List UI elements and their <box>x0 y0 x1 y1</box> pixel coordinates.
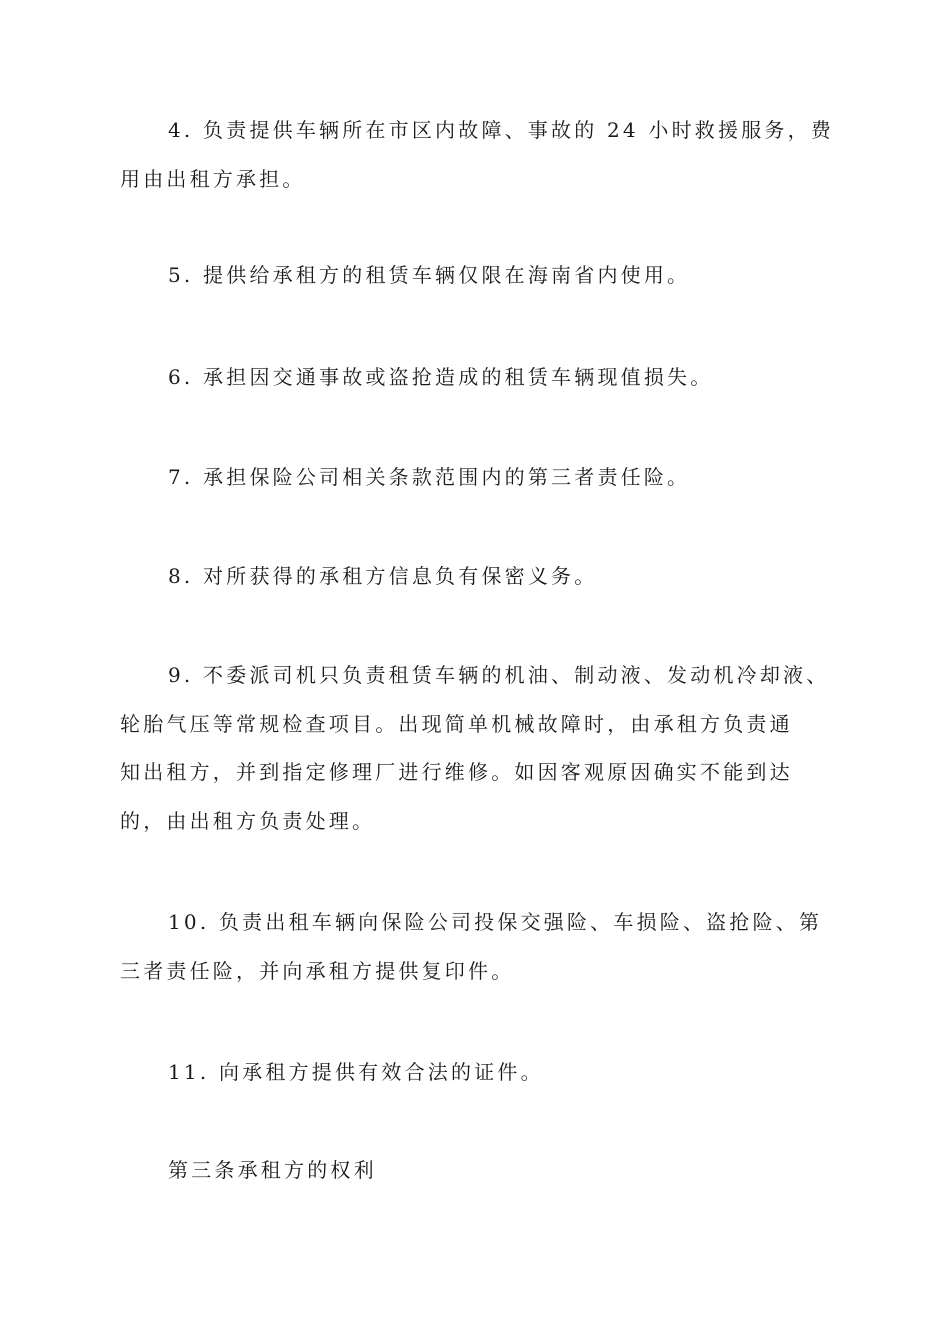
clause-4 <box>120 106 840 203</box>
clause-10-line-1: 10. 负责出租车辆向保险公司投保交强险、车损险、盗抢险、第 <box>168 910 823 934</box>
clause-4-line-1: 4. 负责提供车辆所在市区内故障、事故的 24 小时救援服务，费 <box>168 118 835 142</box>
clause-9 <box>120 651 840 845</box>
clause-5-line-1: 5. 提供给承租方的租赁车辆仅限在海南省内使用。 <box>168 263 691 287</box>
clause-10 <box>120 898 840 995</box>
clause-9-line-1: 9. 不委派司机只负责租赁车辆的机油、制动液、发动机冷却液、 <box>168 663 830 687</box>
clause-11 <box>120 1048 840 1097</box>
clause-6 <box>120 353 840 402</box>
clause-9-line-3: 知出租方，并到指定修理厂进行维修。如因客观原因确实不能到达 <box>120 760 793 784</box>
clause-6-line-1: 6. 承担因交通事故或盗抢造成的租赁车辆现值损失。 <box>168 365 714 389</box>
clause-9-line-4: 的，由出租方负责处理。 <box>120 808 376 833</box>
section-heading-line: 第三条承租方的权利 <box>168 1158 377 1182</box>
clause-5 <box>120 251 840 300</box>
clause-10-line-2: 三者责任险，并向承租方提供复印件。 <box>120 958 515 983</box>
clause-8 <box>120 552 840 601</box>
clause-4-line-2: 用由出租方承担。 <box>120 166 306 191</box>
clause-8-line-1: 8. 对所获得的承租方信息负有保密义务。 <box>168 564 598 588</box>
clause-11-line-1: 11. 向承租方提供有效合法的证件。 <box>168 1060 544 1084</box>
clause-7-line-1: 7. 承担保险公司相关条款范围内的第三者责任险。 <box>168 465 691 489</box>
clause-7 <box>120 453 840 502</box>
clause-9-line-2: 轮胎气压等常规检查项目。出现简单机械故障时，由承租方负责通 <box>120 711 793 736</box>
section-heading-article-3 <box>120 1146 840 1195</box>
